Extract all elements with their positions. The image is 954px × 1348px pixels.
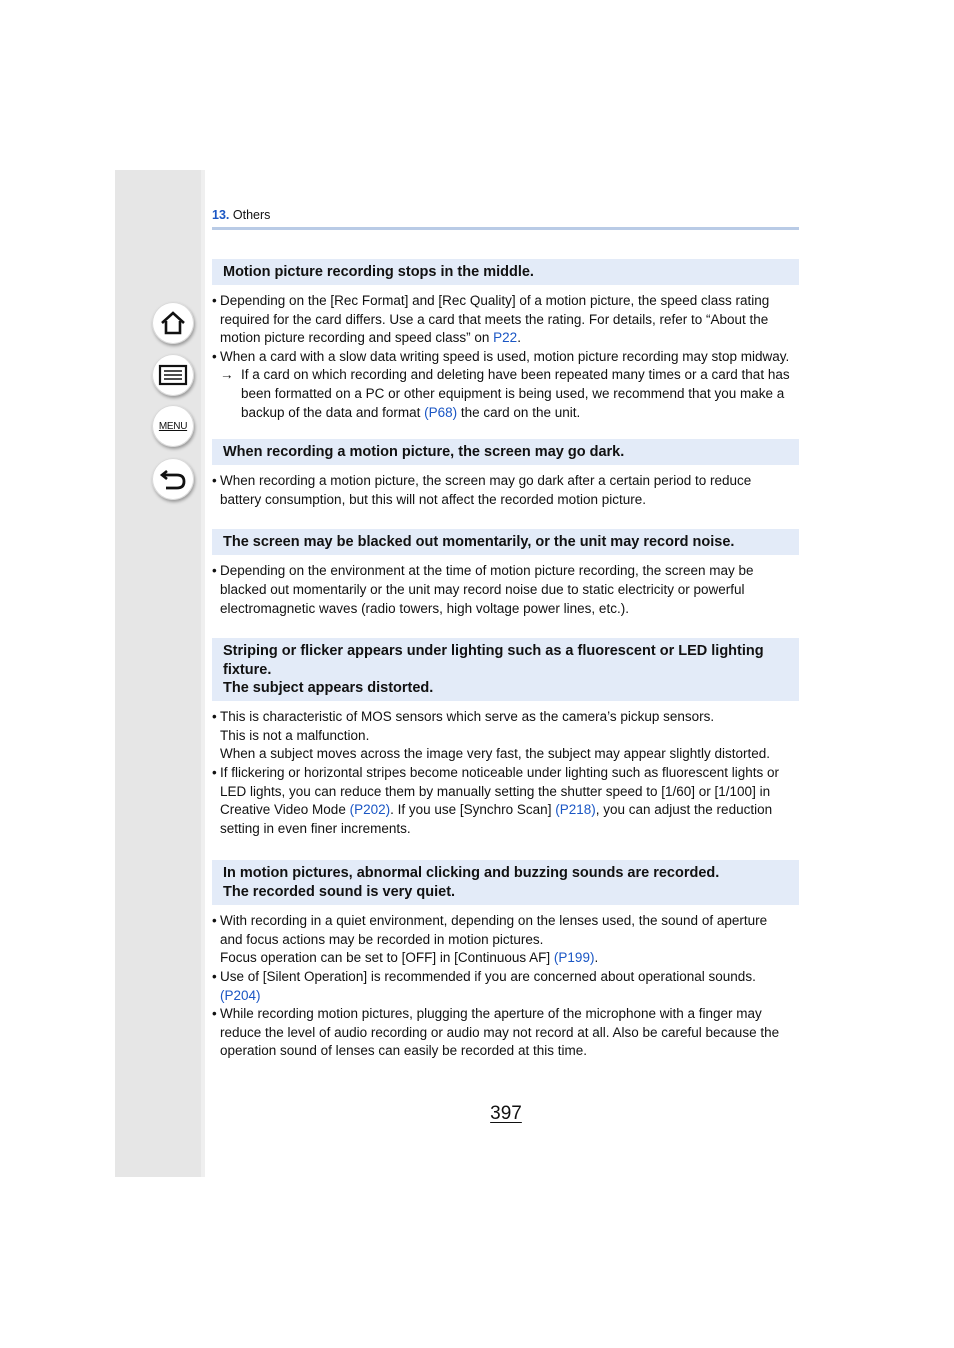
section-title: Motion picture recording stops in the middle. <box>212 259 799 285</box>
chapter-number: 13. <box>212 208 230 222</box>
section-striping-flicker <box>212 638 799 838</box>
list-item: • When recording a motion picture, the screen may go dark after a certain period to reduce battery consumption, but this will not affect the recorded motion picture. <box>212 472 799 509</box>
list-item: • When a card with a slow data writing speed is used, motion picture recording may stop midway. <box>212 348 799 367</box>
menu-icon: MENU <box>158 420 188 432</box>
page-number: 397 <box>490 1103 522 1124</box>
home-icon <box>159 310 187 336</box>
section-title: Striping or flicker appears under lighting such as a fluorescent or LED lighting fixture. The subject appears distorted. <box>212 638 799 701</box>
list-item: • With recording in a quiet environment, depending on the lenses used, the sound of aperture and focus actions may be recorded in motion pictures. Focus operation can be set to [OFF] in [Continuous AF] (P199). <box>212 912 799 968</box>
arrow-icon: → <box>220 367 234 383</box>
page-link-p218[interactable]: (P218) <box>555 802 596 818</box>
chapter-title: Others <box>232 208 271 222</box>
bullet-list <box>212 285 799 422</box>
page-link-p68[interactable]: (P68) <box>424 404 458 420</box>
section-title: In motion pictures, abnormal clicking and buzzing sounds are recorded. The recorded sound is very quiet. <box>212 860 799 905</box>
chapter-header <box>212 208 799 226</box>
list-item: • While recording motion pictures, plugging the aperture of the microphone with a finger may reduce the level of audio recording or audio may not record at all. Also be careful because the operation sound of lenses can easily be recorded at this time. <box>212 1005 799 1061</box>
sidebar-edge <box>201 170 205 1177</box>
home-button[interactable] <box>152 302 194 344</box>
section-abnormal-sounds <box>212 860 799 1061</box>
contents-list-button[interactable] <box>152 354 194 396</box>
list-item: • If flickering or horizontal stripes become noticeable under lighting such as fluorescent lights or LED lights, you can reduce them by manually setting the shutter speed to [1/60] or [1/100] in Creative Video Mode (P202). If you use [Synchro Scan] (P218), you can adjust the reduction setting in even finer increments. <box>212 764 799 838</box>
page-link-p199[interactable]: (P199) <box>553 950 595 966</box>
back-button[interactable] <box>152 458 194 500</box>
sub-note: → If a card on which recording and deleting have been repeated many times or a card that has been formatted on a PC or other equipment is being used, we recommend that you make a backup of the data and format (P68) the card on the unit. <box>220 367 790 420</box>
list-item: • Depending on the [Rec Format] and [Rec Quality] of a motion picture, the speed class rating required for the card differs. Use a card that meets the rating. For details, refer to “About the motion picture recording and speed class” on P22. <box>212 292 799 348</box>
section-title: When recording a motion picture, the screen may go dark. <box>212 439 799 465</box>
section-blacked-out <box>212 529 799 618</box>
bullet-list <box>212 905 799 1061</box>
menu-button[interactable] <box>152 405 194 447</box>
list-item: • Depending on the environment at the time of motion picture recording, the screen may be blacked out momentarily or the unit may record noise due to static electricity or powerful electromagnetic waves (radio towers, high voltage power lines, etc.). <box>212 562 799 618</box>
list-item: • This is characteristic of MOS sensors which serve as the camera’s pickup sensors. This is not a malfunction. When a subject moves across the image very fast, the subject may appear slightly distorted. <box>212 708 799 764</box>
section-screen-dark <box>212 439 799 509</box>
list-item: • Use of [Silent Operation] is recommended if you are concerned about operational sounds. (P204) <box>212 968 799 1005</box>
page-link-p22[interactable]: P22 <box>493 330 518 346</box>
list-icon <box>158 364 188 386</box>
back-icon <box>158 466 188 492</box>
bullet-list <box>212 701 799 838</box>
bullet-list <box>212 555 799 618</box>
page-link-p202[interactable]: (P202) <box>349 802 391 818</box>
page-link-p204[interactable]: (P204) <box>220 987 261 1003</box>
main-content <box>212 259 799 1061</box>
section-recording-stops <box>212 259 799 422</box>
bullet-list <box>212 465 799 509</box>
section-title: The screen may be blacked out momentarily, or the unit may record noise. <box>212 529 799 555</box>
header-divider <box>212 227 799 230</box>
